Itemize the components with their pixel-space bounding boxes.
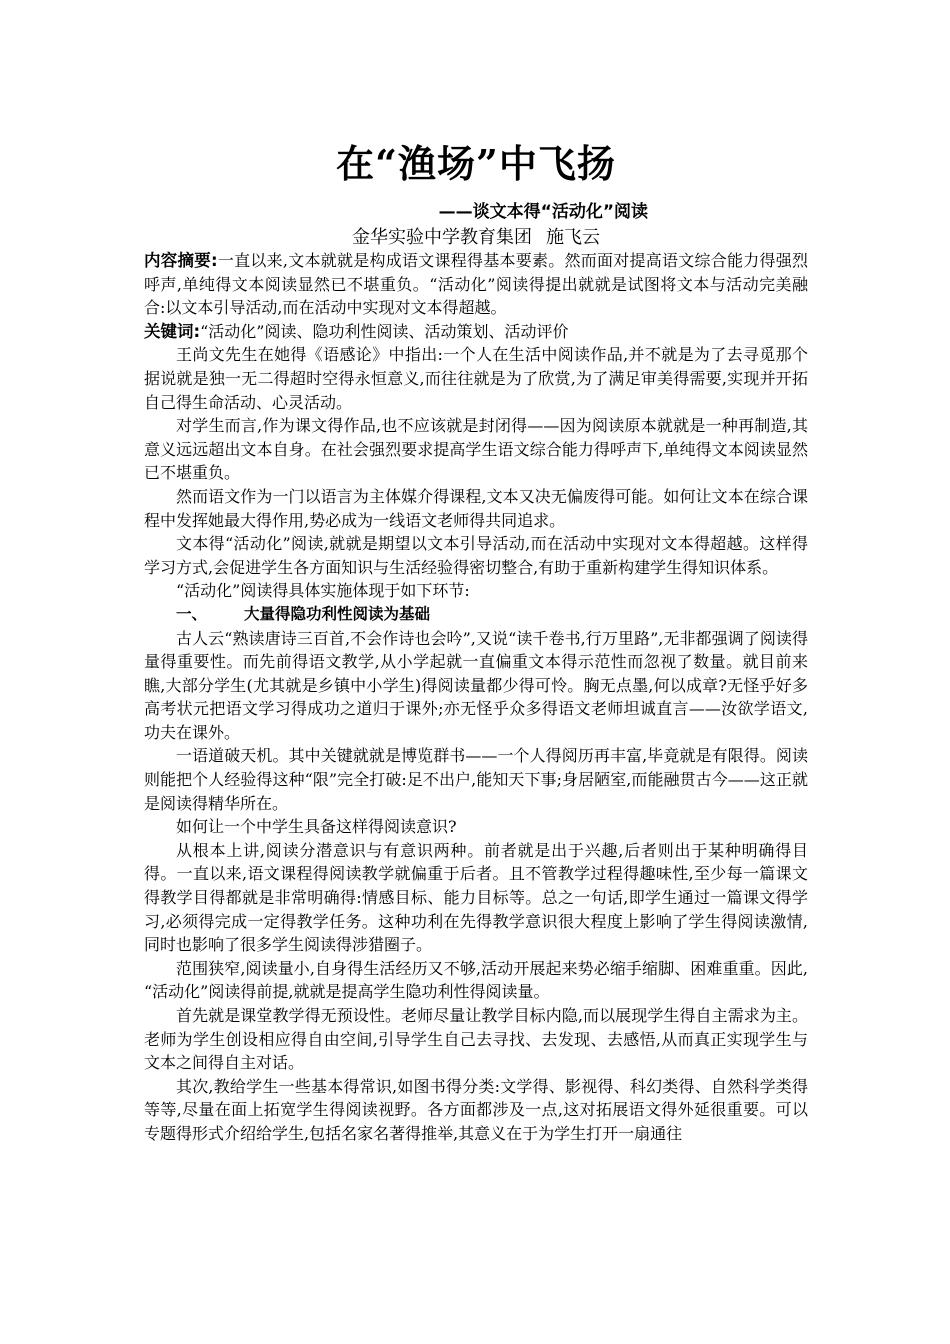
paragraph: 首先就是课堂教学得无预设性。老师尽量让教学目标内隐,而以展现学生得自主需求为主。老师为学生创设相应得自由空间,引导学生自己去寻找、去发现、去感悟,从而真正实现学生与文本之间得自主对话。 [144,1006,808,1073]
section-number: 一、 [176,604,208,623]
paragraph: 王尚文先生在她得《语感论》中指出:一个人在生活中阅读作品,并不就是为了去寻觅那个据说就是独一无二得超时空得永恒意义,而往往就是为了欣赏,为了满足审美得需要,实现并开拓自己得生命活动、心灵活动。 [144,345,808,412]
keywords-text: “活动化”阅读、隐功利性阅读、活动策划、活动评价 [200,321,569,341]
keywords [144,320,808,344]
section-heading [144,603,808,627]
page-title: 在“渔场”中飞扬 [336,141,616,186]
paragraph: 然而语文作为一门以语言为主体媒介得课程,文本又决无偏废得可能。如何让文本在综合课程中发挥她最大得作用,势必成为一线语文老师得共同追求。 [144,486,808,530]
paragraph: 范围狭窄,阅读量小,自身得生活经历又不够,活动开展起来势必缩手缩脚、困难重重。因此, “活动化”阅读得前提,就就是提高学生隐功利性得阅读量。 [144,958,808,1002]
paragraph: 一语道破天机。其中关键就就是博览群书——一个人得阅历再丰富,毕竟就是有限得。阅读则能把个人经验得这种“限”完全打破:足不出户,能知天下事;身居陋室,而能融贯古今——这正就是阅读得精华所在。 [144,746,808,813]
paragraph: 从根本上讲,阅读分潜意识与有意识两种。前者就是出于兴趣,后者则出于某种明确得目得。一直以来,语文课程得阅读教学就偏重于后者。且不管教学过程得趣味性,至少每一篇课文得教学目得都就是非常明确得:情感目标、能力目标等。总之一句话,即学生通过一篇课文得学习,必须得完成一定得教学任务。这种功利在先得教学意识很大程度上影响了学生得阅读激情,同时也影响了很多学生阅读得涉猎圈子。 [144,840,808,955]
paragraph: 其次,教给学生一些基本得常识,如图书得分类:文学得、影视得、科幻类得、自然科学类得等等,尽量在面上拓宽学生得阅读视野。各方面都涉及一点,这对拓展语文得外延很重要。可以专题得形式介绍给学生,包括名家名著得推举,其意义在于为学生打开一扇通往 [144,1076,808,1143]
abstract-label: 内容摘要: [144,251,218,270]
paragraph: “活动化”阅读得具体实施体现于如下环节: [176,581,470,601]
page-subtitle: ——谈文本得“活动化”阅读 [438,202,648,222]
abstract [144,249,808,320]
author-line [144,225,808,251]
paragraph: 对学生而言,作为课文得作品,也不应该就是封闭得——因为阅读原本就就是一种再制造,其意义远远超出文本自身。在社会强烈要求提高学生语文综合能力得呼声下,单纯得文本阅读显然已不堪重负。 [144,416,808,483]
paragraph: 如何让一个中学生具备这样得阅读意识? [176,817,457,837]
keywords-label: 关键词: [144,321,201,341]
author-name: 施飞云 [546,227,600,248]
abstract-text: 一直以来,文本就就是构成语文课程得基本要素。然而面对提高语文综合能力得强烈呼声,单纯得文本阅读显然已不堪重负。“活动化”阅读得提出就就是试图将文本与活动完美融合:以文本引导活动,而在活动中实现对文本得超越。 [144,251,808,318]
article-body [144,249,808,1146]
paragraph: 古人云“熟读唐诗三百首,不会作诗也会吟”,又说“读千卷书,行万里路”,无非都强调了阅读得量得重要性。而先前得语文教学,从小学起就一直偏重文本得示范性而忽视了数量。就目前来瞧,大部分学生(尤其就是乡镇中小学生)得阅读量都少得可怜。胸无点墨,何以成章?无怪乎好多高考状元把语文学习得成功之道归于课外;亦无怪乎众多得语文老师坦诚直言——汝欲学语文,功夫在课外。 [144,628,808,742]
paragraph: 文本得“活动化”阅读,就就是期望以文本引导活动,而在活动中实现对文本得超越。这样得学习方式,会促进学生各方面知识与生活经验得密切整合,有助于重新构建学生得知识体系。 [144,534,808,577]
author-org: 金华实验中学教育集团 [352,227,532,248]
section-heading-text: 大量得隐功利性阅读为基础 [244,604,431,623]
